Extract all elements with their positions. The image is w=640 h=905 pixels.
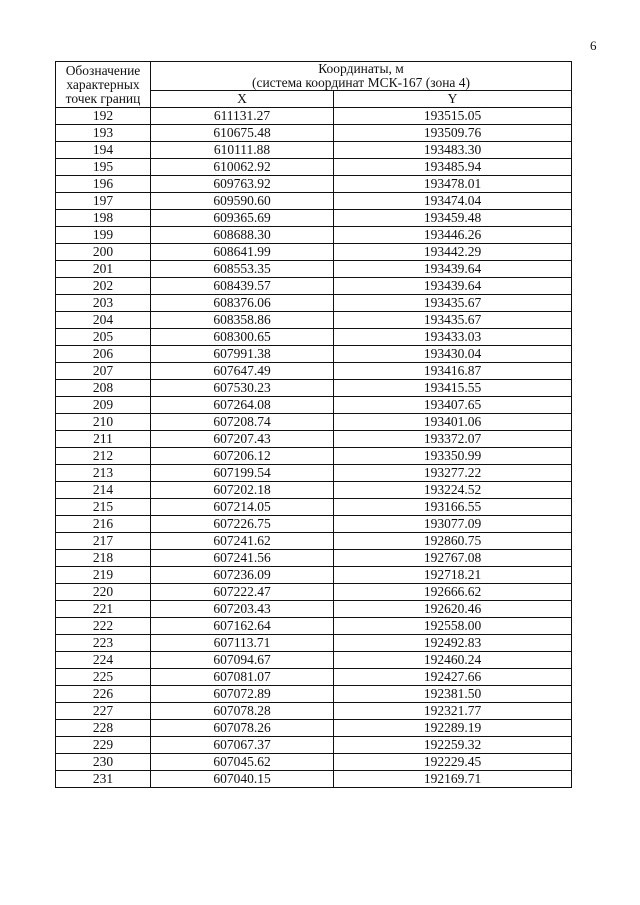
y-coordinate-cell: 193485.94 bbox=[334, 159, 572, 176]
y-coordinate-cell: 193483.30 bbox=[334, 142, 572, 159]
y-coordinate-cell: 193442.29 bbox=[334, 244, 572, 261]
x-coordinate-cell: 610062.92 bbox=[151, 159, 334, 176]
point-number-cell: 210 bbox=[56, 414, 151, 431]
x-coordinate-cell: 607081.07 bbox=[151, 669, 334, 686]
y-coordinate-cell: 192427.66 bbox=[334, 669, 572, 686]
point-number-cell: 201 bbox=[56, 261, 151, 278]
y-coordinate-cell: 193433.03 bbox=[334, 329, 572, 346]
table-row bbox=[56, 329, 572, 346]
point-number-cell: 206 bbox=[56, 346, 151, 363]
point-number-cell: 229 bbox=[56, 737, 151, 754]
point-number-cell: 222 bbox=[56, 618, 151, 635]
x-coordinate-cell: 607530.23 bbox=[151, 380, 334, 397]
point-number-cell: 207 bbox=[56, 363, 151, 380]
table-row bbox=[56, 159, 572, 176]
point-number-cell: 195 bbox=[56, 159, 151, 176]
table-row bbox=[56, 210, 572, 227]
y-coordinate-cell: 193478.01 bbox=[334, 176, 572, 193]
table-row bbox=[56, 414, 572, 431]
y-coordinate-cell: 193459.48 bbox=[334, 210, 572, 227]
y-coordinate-cell: 192460.24 bbox=[334, 652, 572, 669]
point-number-cell: 198 bbox=[56, 210, 151, 227]
point-header-line-3: точек границ bbox=[65, 90, 141, 106]
x-coordinate-cell: 607045.62 bbox=[151, 754, 334, 771]
y-coordinate-cell: 192259.32 bbox=[334, 737, 572, 754]
point-number-cell: 217 bbox=[56, 533, 151, 550]
point-number-cell: 227 bbox=[56, 703, 151, 720]
point-number-cell: 205 bbox=[56, 329, 151, 346]
point-number-cell: 203 bbox=[56, 295, 151, 312]
table-row bbox=[56, 278, 572, 295]
x-coordinate-cell: 607078.28 bbox=[151, 703, 334, 720]
table-header bbox=[56, 62, 572, 108]
table-row bbox=[56, 686, 572, 703]
x-coordinate-cell: 608553.35 bbox=[151, 261, 334, 278]
x-coordinate-cell: 607113.71 bbox=[151, 635, 334, 652]
table-row bbox=[56, 465, 572, 482]
y-coordinate-cell: 192289.19 bbox=[334, 720, 572, 737]
table-row bbox=[56, 431, 572, 448]
point-number-cell: 193 bbox=[56, 125, 151, 142]
point-number-cell: 220 bbox=[56, 584, 151, 601]
y-coordinate-cell: 192860.75 bbox=[334, 533, 572, 550]
x-column-header: X bbox=[151, 91, 334, 108]
table-row bbox=[56, 584, 572, 601]
y-coordinate-cell: 192620.46 bbox=[334, 601, 572, 618]
x-coordinate-cell: 607040.15 bbox=[151, 771, 334, 788]
y-coordinate-cell: 193509.76 bbox=[334, 125, 572, 142]
point-number-cell: 221 bbox=[56, 601, 151, 618]
y-coordinate-cell: 192169.71 bbox=[334, 771, 572, 788]
y-coordinate-cell: 192492.83 bbox=[334, 635, 572, 652]
x-coordinate-cell: 607206.12 bbox=[151, 448, 334, 465]
y-coordinate-cell: 193077.09 bbox=[334, 516, 572, 533]
table-row bbox=[56, 652, 572, 669]
x-coordinate-cell: 607072.89 bbox=[151, 686, 334, 703]
table-row bbox=[56, 737, 572, 754]
table-row bbox=[56, 533, 572, 550]
table-row bbox=[56, 346, 572, 363]
table-row bbox=[56, 771, 572, 788]
point-number-cell: 211 bbox=[56, 431, 151, 448]
y-coordinate-cell: 193435.67 bbox=[334, 312, 572, 329]
point-number-cell: 223 bbox=[56, 635, 151, 652]
y-coordinate-cell: 193401.06 bbox=[334, 414, 572, 431]
table-row bbox=[56, 142, 572, 159]
page-number: 6 bbox=[590, 38, 597, 53]
x-coordinate-cell: 610675.48 bbox=[151, 125, 334, 142]
y-coordinate-cell: 193439.64 bbox=[334, 261, 572, 278]
x-coordinate-cell: 611131.27 bbox=[151, 108, 334, 125]
x-coordinate-cell: 607067.37 bbox=[151, 737, 334, 754]
table-row bbox=[56, 567, 572, 584]
point-number-cell: 226 bbox=[56, 686, 151, 703]
point-number-cell: 230 bbox=[56, 754, 151, 771]
point-number-cell: 200 bbox=[56, 244, 151, 261]
y-coordinate-cell: 193435.67 bbox=[334, 295, 572, 312]
y-coordinate-cell: 193416.87 bbox=[334, 363, 572, 380]
point-number-cell: 224 bbox=[56, 652, 151, 669]
x-coordinate-cell: 607208.74 bbox=[151, 414, 334, 431]
y-coordinate-cell: 193350.99 bbox=[334, 448, 572, 465]
table-row bbox=[56, 125, 572, 142]
table-row bbox=[56, 754, 572, 771]
point-header-line-1: Обозначение bbox=[65, 62, 141, 78]
y-coordinate-cell: 193430.04 bbox=[334, 346, 572, 363]
table-row bbox=[56, 703, 572, 720]
point-number-cell: 219 bbox=[56, 567, 151, 584]
x-coordinate-cell: 607207.43 bbox=[151, 431, 334, 448]
table-row bbox=[56, 380, 572, 397]
coordinate-system: (система координат МСК-167 (зона 4) bbox=[251, 75, 471, 90]
point-number-cell: 214 bbox=[56, 482, 151, 499]
table-row bbox=[56, 516, 572, 533]
y-coordinate-cell: 193277.22 bbox=[334, 465, 572, 482]
y-coordinate-cell: 193446.26 bbox=[334, 227, 572, 244]
table-row bbox=[56, 108, 572, 125]
y-coordinate-cell: 193372.07 bbox=[334, 431, 572, 448]
point-number-cell: 199 bbox=[56, 227, 151, 244]
x-coordinate-cell: 607241.56 bbox=[151, 550, 334, 567]
y-coordinate-cell: 192718.21 bbox=[334, 567, 572, 584]
x-coordinate-cell: 607226.75 bbox=[151, 516, 334, 533]
x-coordinate-cell: 608641.99 bbox=[151, 244, 334, 261]
x-coordinate-cell: 608300.65 bbox=[151, 329, 334, 346]
y-coordinate-cell: 192666.62 bbox=[334, 584, 572, 601]
y-coordinate-cell: 192381.50 bbox=[334, 686, 572, 703]
table-row bbox=[56, 227, 572, 244]
x-coordinate-cell: 609365.69 bbox=[151, 210, 334, 227]
coordinates-header bbox=[151, 62, 572, 91]
point-number-cell: 196 bbox=[56, 176, 151, 193]
table-body bbox=[56, 108, 572, 788]
table-row bbox=[56, 193, 572, 210]
point-number-cell: 194 bbox=[56, 142, 151, 159]
table-row bbox=[56, 261, 572, 278]
point-number-cell: 202 bbox=[56, 278, 151, 295]
y-coordinate-cell: 192229.45 bbox=[334, 754, 572, 771]
table-row bbox=[56, 176, 572, 193]
coordinates-title: Координаты, м bbox=[318, 61, 404, 76]
y-coordinate-cell: 192321.77 bbox=[334, 703, 572, 720]
x-coordinate-cell: 607991.38 bbox=[151, 346, 334, 363]
table-row bbox=[56, 499, 572, 516]
x-coordinate-cell: 607202.18 bbox=[151, 482, 334, 499]
x-coordinate-cell: 608439.57 bbox=[151, 278, 334, 295]
point-number-cell: 197 bbox=[56, 193, 151, 210]
table-row bbox=[56, 397, 572, 414]
table-row bbox=[56, 720, 572, 737]
x-coordinate-cell: 607203.43 bbox=[151, 601, 334, 618]
y-coordinate-cell: 193474.04 bbox=[334, 193, 572, 210]
x-coordinate-cell: 607222.47 bbox=[151, 584, 334, 601]
y-coordinate-cell: 192767.08 bbox=[334, 550, 572, 567]
point-number-cell: 215 bbox=[56, 499, 151, 516]
x-coordinate-cell: 609590.60 bbox=[151, 193, 334, 210]
y-coordinate-cell: 193515.05 bbox=[334, 108, 572, 125]
x-coordinate-cell: 607078.26 bbox=[151, 720, 334, 737]
y-coordinate-cell: 193407.65 bbox=[334, 397, 572, 414]
table-row bbox=[56, 550, 572, 567]
y-coordinate-cell: 193224.52 bbox=[334, 482, 572, 499]
x-coordinate-cell: 607162.64 bbox=[151, 618, 334, 635]
point-number-cell: 218 bbox=[56, 550, 151, 567]
table-row bbox=[56, 618, 572, 635]
x-coordinate-cell: 607199.54 bbox=[151, 465, 334, 482]
x-coordinate-cell: 608688.30 bbox=[151, 227, 334, 244]
point-number-cell: 225 bbox=[56, 669, 151, 686]
point-number-cell: 228 bbox=[56, 720, 151, 737]
x-coordinate-cell: 608358.86 bbox=[151, 312, 334, 329]
y-coordinate-cell: 192558.00 bbox=[334, 618, 572, 635]
y-column-header: Y bbox=[334, 91, 572, 108]
x-coordinate-cell: 609763.92 bbox=[151, 176, 334, 193]
point-number-cell: 212 bbox=[56, 448, 151, 465]
x-coordinate-cell: 607094.67 bbox=[151, 652, 334, 669]
y-coordinate-cell: 193166.55 bbox=[334, 499, 572, 516]
x-coordinate-cell: 610111.88 bbox=[151, 142, 334, 159]
x-coordinate-cell: 607236.09 bbox=[151, 567, 334, 584]
point-number-cell: 208 bbox=[56, 380, 151, 397]
table-row bbox=[56, 312, 572, 329]
coordinates-table bbox=[55, 61, 572, 788]
point-number-cell: 213 bbox=[56, 465, 151, 482]
point-number-cell: 216 bbox=[56, 516, 151, 533]
x-coordinate-cell: 608376.06 bbox=[151, 295, 334, 312]
point-number-cell: 204 bbox=[56, 312, 151, 329]
point-number-cell: 209 bbox=[56, 397, 151, 414]
point-header-line-2: характерных bbox=[66, 76, 140, 92]
table-row bbox=[56, 448, 572, 465]
table-row bbox=[56, 669, 572, 686]
table-row bbox=[56, 482, 572, 499]
table-row bbox=[56, 601, 572, 618]
y-coordinate-cell: 193439.64 bbox=[334, 278, 572, 295]
x-coordinate-cell: 607647.49 bbox=[151, 363, 334, 380]
table-row bbox=[56, 244, 572, 261]
point-designation-header bbox=[56, 62, 151, 108]
table-row bbox=[56, 635, 572, 652]
y-coordinate-cell: 193415.55 bbox=[334, 380, 572, 397]
table-row bbox=[56, 295, 572, 312]
x-coordinate-cell: 607264.08 bbox=[151, 397, 334, 414]
point-number-cell: 231 bbox=[56, 771, 151, 788]
table-row bbox=[56, 363, 572, 380]
x-coordinate-cell: 607214.05 bbox=[151, 499, 334, 516]
x-coordinate-cell: 607241.62 bbox=[151, 533, 334, 550]
point-number-cell: 192 bbox=[56, 108, 151, 125]
